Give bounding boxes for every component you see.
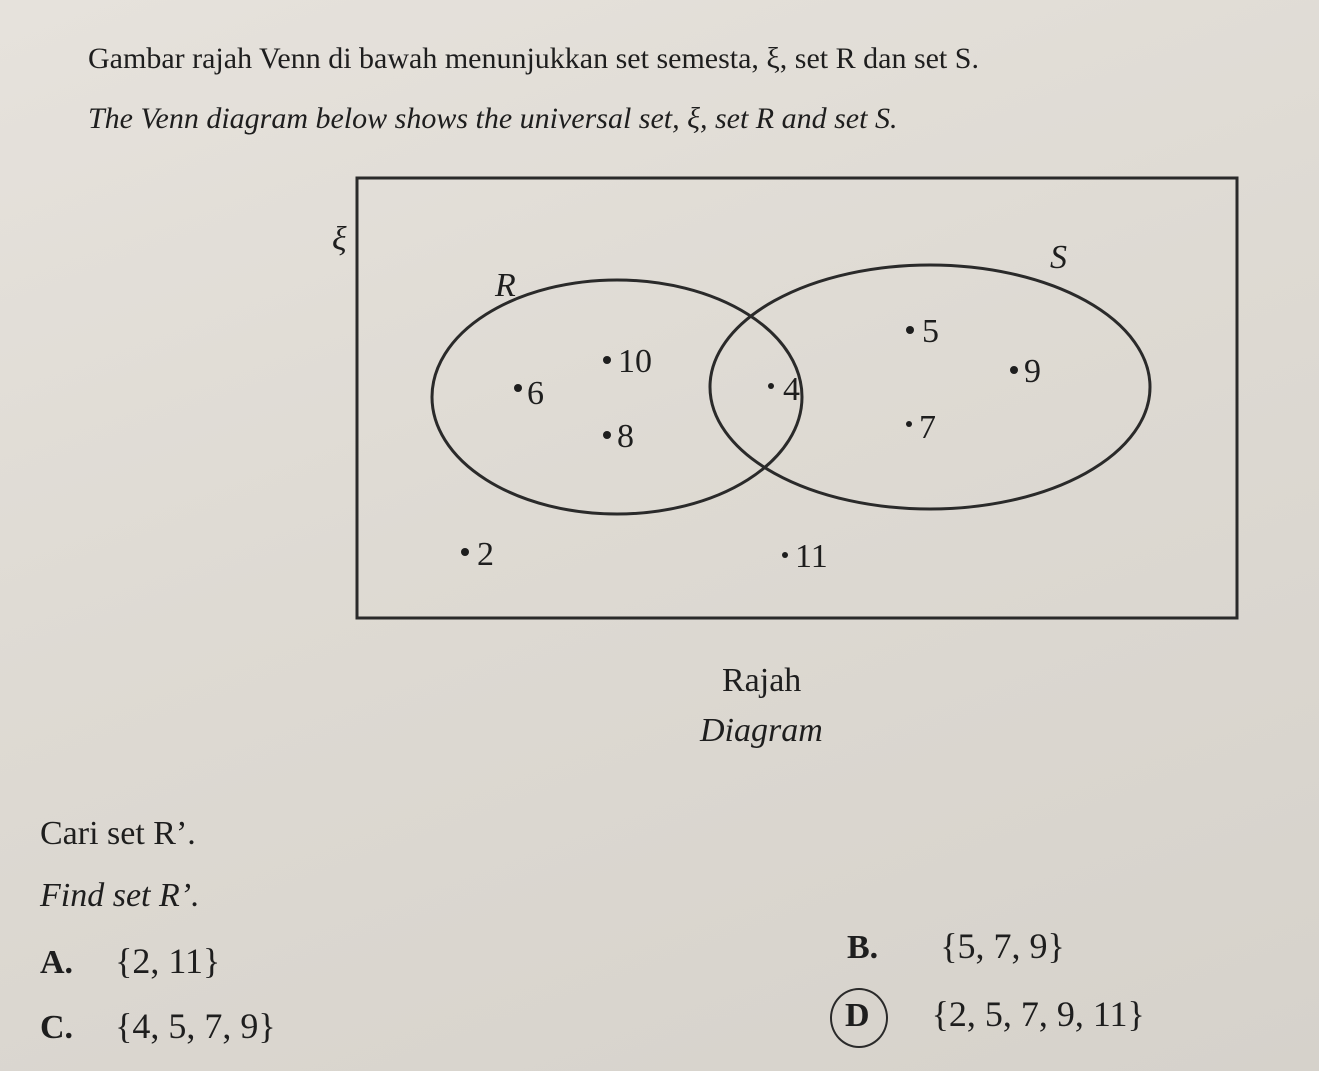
option-c-text: {4, 5, 7, 9} — [115, 1006, 276, 1046]
option-b[interactable] — [847, 925, 1065, 967]
set-s-label: S — [1050, 239, 1067, 276]
universal-set-label: ξ — [332, 221, 347, 258]
svg-text:8: 8 — [617, 418, 634, 455]
svg-text:10: 10 — [618, 343, 652, 380]
option-d-letter: D — [845, 997, 870, 1034]
diagram-caption-malay: Rajah — [722, 662, 802, 699]
option-d[interactable] — [845, 993, 1145, 1035]
element-9 — [1010, 353, 1041, 390]
element-5 — [906, 313, 939, 350]
option-b-text: {5, 7, 9} — [940, 926, 1065, 966]
question-text-malay: Gambar rajah Venn di bawah menunjukkan set semesta, ξ, set R dan set S. — [88, 42, 979, 75]
prompt-english: Find set R’. — [40, 877, 200, 914]
set-r-label: R — [495, 267, 516, 304]
prompt-malay: Cari set R’. — [40, 815, 196, 852]
svg-text:11: 11 — [795, 538, 828, 575]
svg-text:5: 5 — [922, 313, 939, 350]
option-a-letter: A. — [40, 944, 74, 981]
set-s-ellipse — [710, 265, 1150, 509]
option-c-letter: C. — [40, 1009, 74, 1046]
option-c[interactable] — [40, 1005, 276, 1047]
element-2 — [461, 536, 494, 573]
svg-text:2: 2 — [477, 536, 494, 573]
option-d-text: {2, 5, 7, 9, 11} — [931, 994, 1145, 1034]
element-8 — [603, 418, 634, 455]
set-r-ellipse — [432, 280, 802, 514]
option-b-letter: B. — [847, 929, 879, 966]
element-11 — [782, 538, 828, 575]
svg-text:7: 7 — [919, 409, 936, 446]
element-7 — [906, 409, 936, 446]
svg-text:4: 4 — [783, 371, 800, 408]
element-10 — [603, 343, 652, 380]
option-a-text: {2, 11} — [115, 941, 221, 981]
question-text-english: The Venn diagram below shows the universal set, ξ, set R and set S. — [88, 102, 898, 135]
svg-text:9: 9 — [1024, 353, 1041, 390]
svg-text:6: 6 — [527, 375, 544, 412]
element-4 — [768, 371, 800, 408]
option-a[interactable] — [40, 940, 220, 982]
element-6 — [514, 375, 544, 412]
diagram-caption-english: Diagram — [700, 712, 823, 749]
